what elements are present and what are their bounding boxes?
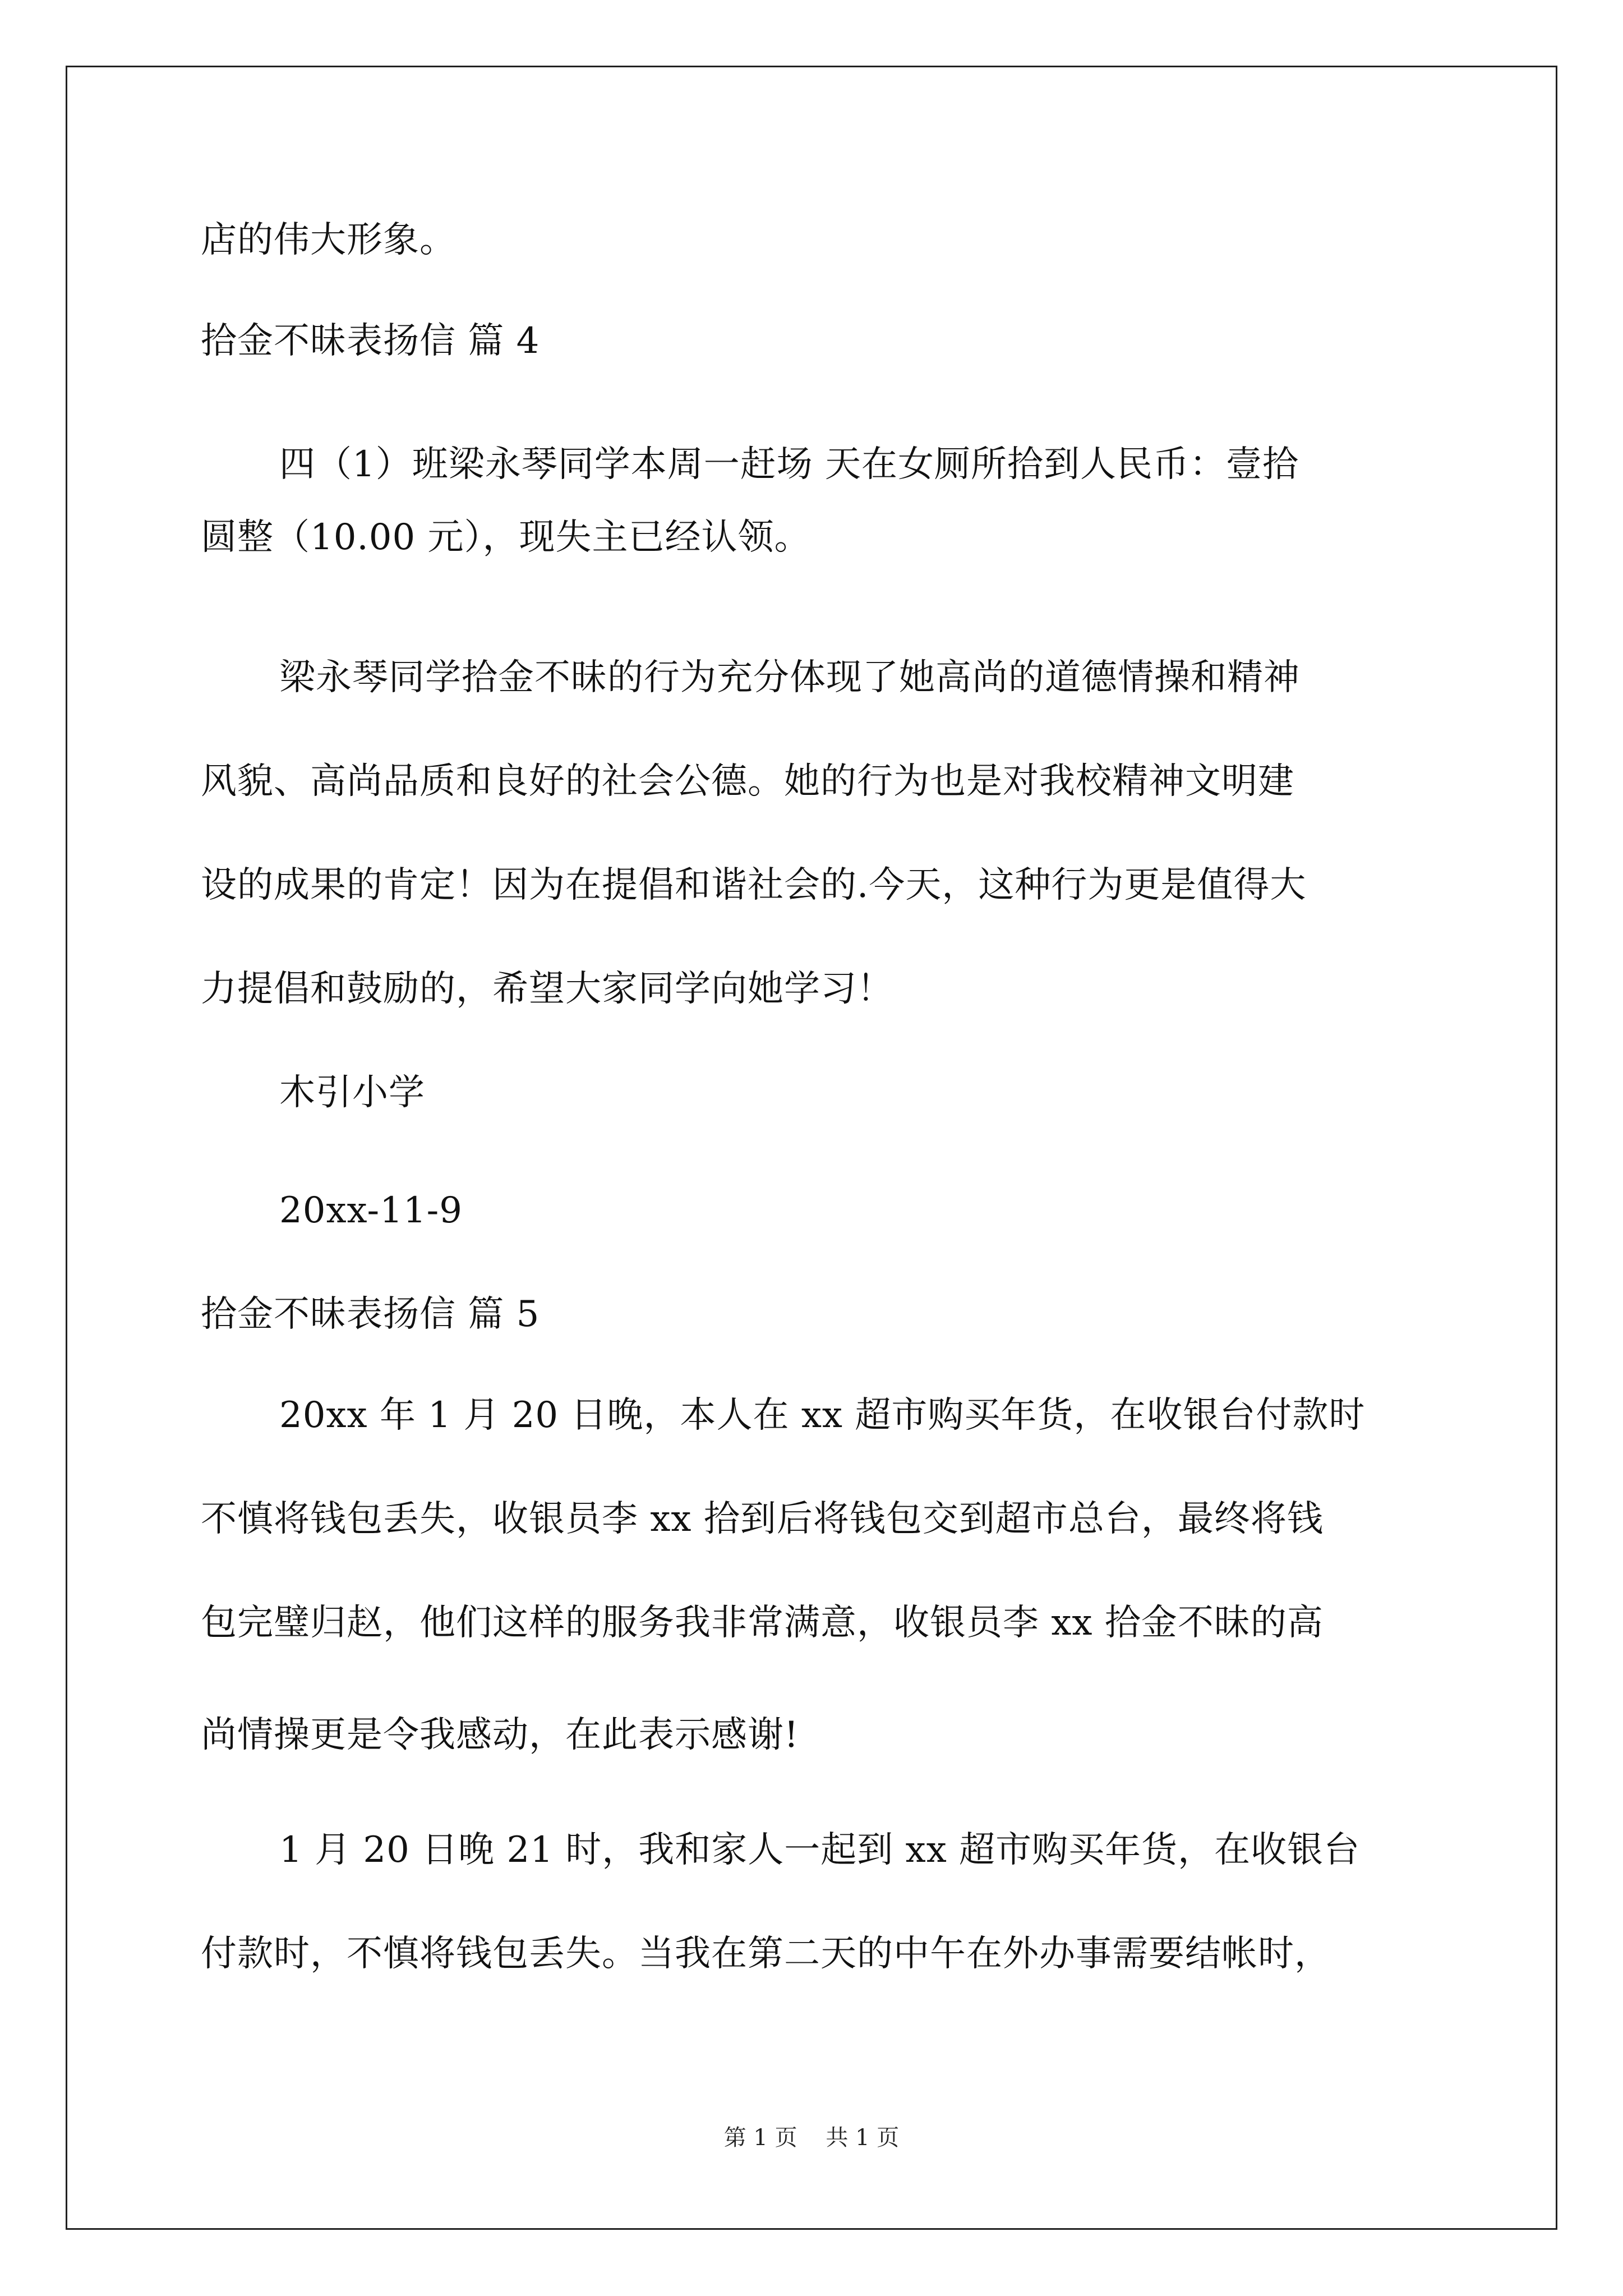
text-line: 1 月 20 日晚 21 时，我和家人一起到 xx 超市购买年货，在收银台	[279, 1829, 1361, 1871]
text-line: 包完璧归赵，他们这样的服务我非常满意，收银员李 xx 拾金不昧的高	[201, 1602, 1324, 1644]
text-line: 20xx 年 1 月 20 日晚，本人在 xx 超市购买年货，在收银台付款时	[279, 1395, 1366, 1436]
text-line: 风貌、高尚品质和良好的社会公德。她的行为也是对我校精神文明建	[201, 761, 1294, 802]
signature-date: 20xx-11-9	[279, 1190, 463, 1231]
page-frame	[66, 66, 1557, 2230]
text-line: 梁永琴同学拾金不昧的行为充分体现了她高尚的道德情操和精神	[279, 657, 1300, 698]
text-line: 尚情操更是令我感动，在此表示感谢!	[201, 1714, 799, 1756]
text-line: 设的成果的肯定！因为在提倡和谐社会的.今天，这种行为更是值得大	[201, 864, 1307, 906]
signature-school: 木引小学	[279, 1072, 425, 1114]
text-line: 店的伟大形象。	[201, 219, 456, 261]
text-line: 四（1）班梁永琴同学本周一赶场 天在女厕所拾到人民币：壹拾	[279, 444, 1299, 485]
page-footer	[0, 2124, 1623, 2152]
text-line: 不慎将钱包丢失，收银员李 xx 拾到后将钱包交到超市总台，最终将钱	[201, 1498, 1324, 1540]
page-number: 第 1 页 共 1 页	[723, 2125, 900, 2151]
section-heading: 拾金不昧表扬信 篇 4	[201, 320, 540, 362]
section-heading: 拾金不昧表扬信 篇 5	[201, 1294, 540, 1335]
text-line: 圆整（10.00 元），现失主已经认领。	[201, 517, 811, 558]
text-line: 力提倡和鼓励的，希望大家同学向她学习！	[201, 968, 893, 1010]
text-line: 付款时，不慎将钱包丢失。当我在第二天的中午在外办事需要结帐时，	[201, 1933, 1331, 1975]
